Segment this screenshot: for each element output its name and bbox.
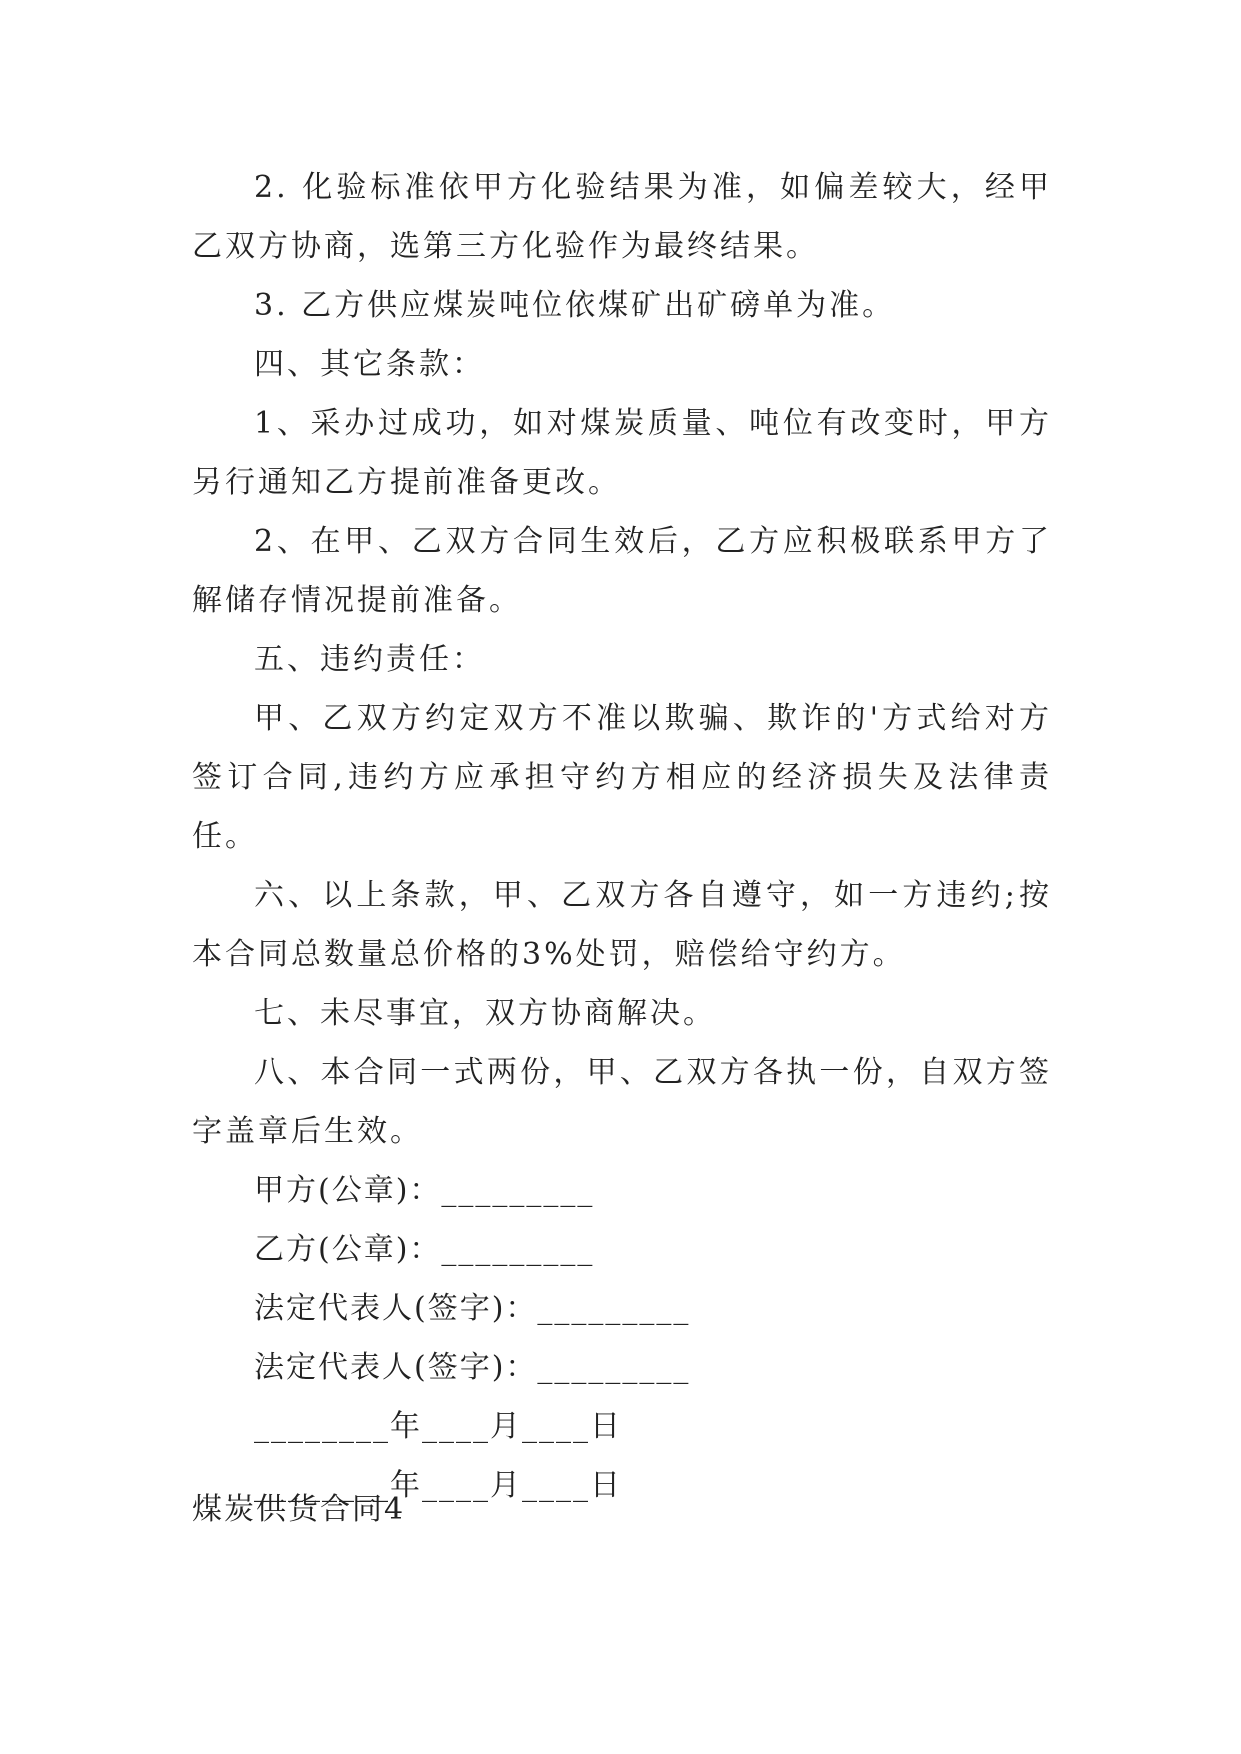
clause-paragraph: 七、未尽事宜，双方协商解决。 [254, 996, 716, 1031]
signature-date-a: ________年____月____日 [254, 1409, 622, 1444]
document-body [192, 158, 1052, 1515]
clause-paragraph: 六、以上条款，甲、乙双方各自遵守，如一方违约;按本合同总数量总价格的3%处罚，赔偿给守约方。 [192, 878, 1052, 972]
section-heading: 五、违约责任： [254, 642, 485, 677]
clause-paragraph: 甲、乙双方约定双方不准以欺骗、欺诈的'方式给对方签订合同,违约方应承担守约方相应的经济损失及法律责任。 [192, 701, 1052, 854]
clause-paragraph: 2. 化验标准依甲方化验结果为准，如偏差较大，经甲乙双方协商，选第三方化验作为最终结果。 [192, 170, 1052, 264]
next-document-title: 煤炭供货合同4 [192, 1492, 406, 1527]
signature-party-b: 乙方(公章)：_________ [254, 1232, 595, 1267]
clause-paragraph: 2、在甲、乙双方合同生效后，乙方应积极联系甲方了解储存情况提前准备。 [192, 524, 1052, 618]
section-heading: 四、其它条款： [254, 347, 485, 382]
clause-paragraph: 八、本合同一式两份，甲、乙双方各执一份，自双方签字盖章后生效。 [192, 1055, 1052, 1149]
clause-paragraph: 3. 乙方供应煤炭吨位依煤矿出矿磅单为准。 [254, 288, 896, 323]
signature-date-b: ________年____月____日 [254, 1468, 622, 1503]
signature-party-a: 甲方(公章)：_________ [254, 1173, 595, 1208]
signature-legal-rep-b: 法定代表人(签字)：_________ [254, 1350, 691, 1385]
signature-legal-rep-a: 法定代表人(签字)：_________ [254, 1291, 691, 1326]
clause-paragraph: 1、采办过成功，如对煤炭质量、吨位有改变时，甲方另行通知乙方提前准备更改。 [192, 406, 1052, 500]
